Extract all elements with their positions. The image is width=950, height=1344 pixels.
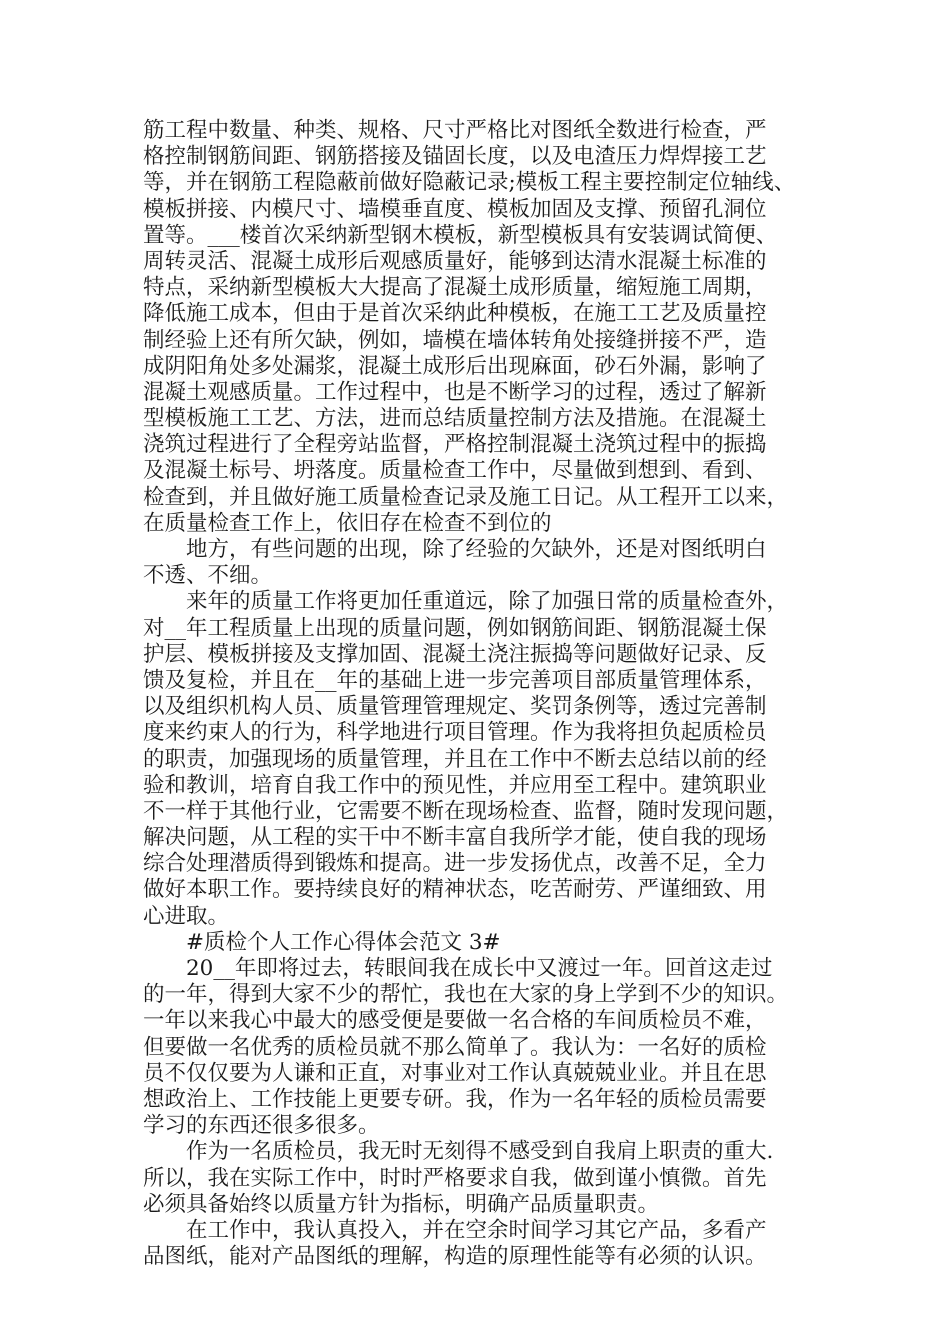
text-line: 对__年工程质量上出现的质量问题，例如钢筋间距、钢筋混凝土保 [143, 615, 767, 641]
text-line: 在质量检查工作上，依旧存在检查不到位的 [143, 510, 552, 536]
text-line: 综合处理潜质得到锻炼和提高。进一步发扬优点，改善不足，全力 [143, 851, 767, 877]
text-line: 做好本职工作。要持续良好的精神状态，吃苦耐劳、严谨细致、用 [143, 877, 767, 903]
text-line: 20__年即将过去，转眼间我在成长中又渡过一年。回首这走过 [186, 956, 773, 981]
text-line: 成阴阳角处多处漏浆，混凝土成形后出现麻面，砂石外漏，影响了 [143, 353, 767, 379]
text-line: #质检个人工作心得体会范文 3# [186, 929, 501, 955]
document-body [143, 118, 823, 1270]
text-line: 型模板施工工艺、方法，进而总结质量控制方法及措施。在混凝土 [143, 406, 767, 432]
text-line: 地方，有些问题的出现，除了经验的欠缺外，还是对图纸明白 [186, 537, 767, 562]
text-line: 品图纸，能对产品图纸的理解，构造的原理性能等有必须的认识。 [143, 1244, 767, 1270]
text-line: 格控制钢筋间距、钢筋搭接及锚固长度，以及电渣压力焊焊接工艺 [143, 144, 767, 170]
text-line: 作为一名质检员，我无时无刻得不感受到自我肩上职责的重大. [186, 1139, 774, 1165]
text-line: 在工作中，我认真投入，并在空余时间学习其它产品，多看产 [186, 1217, 767, 1243]
text-line: 降低施工成本，但由于是首次采纳此种模板，在施工工艺及质量控 [143, 301, 767, 327]
text-line: 制经验上还有所欠缺，例如，墙模在墙体转角处接缝拼接不严，造 [143, 327, 767, 353]
text-line: 心进取。 [143, 903, 230, 929]
text-line: 来年的质量工作将更加任重道远，除了加强日常的质量检查外， [186, 589, 789, 615]
text-line: 等，并在钢筋工程隐蔽前做好隐蔽记录;模板工程主要控制定位轴线、 [143, 170, 796, 196]
text-line: 特点，采纳新型模板大大提高了混凝土成形质量，缩短施工周期， [143, 275, 767, 301]
text-line: 检查到，并且做好施工质量检查记录及施工日记。从工程开工以来， [143, 484, 789, 510]
text-line: 验和教训，培育自我工作中的预见性，并应用至工程中。建筑职业 [143, 772, 767, 798]
text-line: 学习的东西还很多很多。 [143, 1113, 380, 1139]
text-line: 的一年，得到大家不少的帮忙，我也在大家的身上学到不少的知识。 [143, 982, 789, 1008]
text-line: 筋工程中数量、种类、规格、尺寸严格比对图纸全数进行检查，严 [143, 118, 767, 143]
text-line: 置等。___楼首次采纳新型钢木模板，新型模板具有安装调试简便、 [143, 222, 778, 248]
text-line: 不一样于其他行业，它需要不断在现场检查、监督，随时发现问题， [143, 798, 789, 824]
text-line: 护层、模板拼接及支撑加固、混凝土浇注振捣等问题做好记录、反 [143, 641, 767, 667]
text-line: 不透、不细。 [143, 563, 273, 589]
text-line: 必须具备始终以质量方针为指标，明确产品质量职责。 [143, 1191, 660, 1217]
text-line: 员不仅仅要为人谦和正直，对事业对工作认真兢兢业业。并且在思 [143, 1060, 767, 1086]
text-line: 但要做一名优秀的质检员就不那么简单了。我认为：一名好的质检 [143, 1034, 767, 1060]
text-line: 混凝土观感质量。工作过程中，也是不断学习的过程，透过了解新 [143, 379, 767, 405]
text-line: 馈及复检，并且在__年的基础上进一步完善项目部质量管理体系， [143, 667, 767, 693]
text-line: 周转灵活、混凝土成形后观感质量好，能够到达清水混凝土标准的 [143, 248, 767, 274]
text-line: 及混凝土标号、坍落度。质量检查工作中，尽量做到想到、看到、 [143, 458, 767, 484]
text-line: 所以，我在实际工作中，时时严格要求自我，做到谨小慎微。首先 [143, 1165, 767, 1191]
text-line: 的职责，加强现场的质量管理，并且在工作中不断去总结以前的经 [143, 746, 767, 772]
text-line: 想政治上、工作技能上更要专研。我，作为一名年轻的质检员需要 [143, 1086, 767, 1112]
text-line: 以及组织机构人员、质量管理管理规定、奖罚条例等，透过完善制 [143, 694, 767, 720]
text-line: 浇筑过程进行了全程旁站监督，严格控制混凝土浇筑过程中的振捣 [143, 432, 767, 458]
text-line: 一年以来我心中最大的感受便是要做一名合格的车间质检员不难， [143, 1008, 767, 1034]
text-line: 度来约束人的行为，科学地进行项目管理。作为我将担负起质检员 [143, 720, 767, 746]
text-line: 解决问题，从工程的实干中不断丰富自我所学才能，使自我的现场 [143, 825, 767, 851]
text-line: 模板拼接、内模尺寸、墙模垂直度、模板加固及支撑、预留孔洞位 [143, 196, 767, 222]
document-page [143, 118, 823, 1270]
